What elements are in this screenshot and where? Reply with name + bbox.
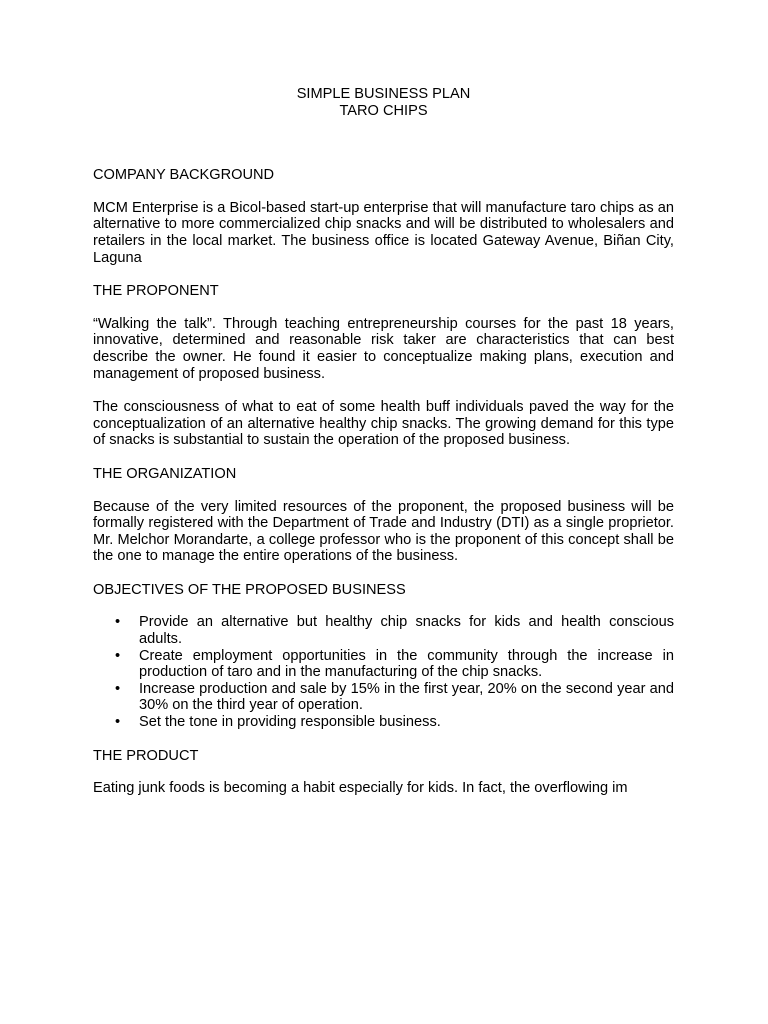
- title-line-2: TARO CHIPS: [339, 102, 428, 119]
- list-item: [115, 680, 674, 714]
- list-item-text: Increase production and sale by 15% in the first year, 20% on the second year and 30% on the third year of operation.: [139, 680, 674, 714]
- company-background-paragraph: MCM Enterprise is a Bicol-based start-up enterprise that will manufacture taro chips as an alternative to more commercialized chip snacks and will be distributed to wholesalers and retailers in the local market. The business office is located Gateway Avenue, Biñan City, Laguna: [93, 199, 674, 266]
- bullet-icon: •: [115, 647, 121, 664]
- bullet-icon: •: [115, 614, 121, 631]
- heading-the-organization: THE ORGANIZATION: [93, 465, 237, 482]
- bullet-icon: •: [115, 680, 121, 697]
- document-title: [93, 86, 674, 119]
- list-item-text: Create employment opportunities in the community through the increase in production of taro and in the manufacturing of the chip snacks.: [139, 647, 674, 681]
- list-item-text: Provide an alternative but healthy chip snacks for kids and health conscious adults.: [139, 614, 674, 648]
- heading-the-product: THE PRODUCT: [93, 747, 199, 764]
- heading-the-proponent: THE PROPONENT: [93, 283, 219, 300]
- list-item-text: Set the tone in providing responsible business.: [139, 714, 441, 731]
- title-line-1: SIMPLE BUSINESS PLAN: [296, 86, 471, 102]
- proponent-paragraph-2: The consciousness of what to eat of some health buff individuals paved the way for the conceptualization of an alternative healthy chip snacks. The growing demand for this type of snacks is substantial to sustain the operation of the proposed business.: [93, 399, 674, 449]
- bullet-icon: •: [115, 714, 121, 731]
- product-paragraph: Eating junk foods is becoming a habit especially for kids. In fact, the overflowing im: [93, 780, 628, 797]
- organization-paragraph: Because of the very limited resources of the proponent, the proposed business will be formally registered with the Department of Trade and Industry (DTI) as a single proprietor. Mr. Melchor Morandarte, a college professor who is the proponent of this concept shall be the one to manage the entire operations of the business.: [93, 498, 674, 565]
- heading-objectives: OBJECTIVES OF THE PROPOSED BUSINESS: [93, 581, 406, 598]
- list-item: [115, 614, 674, 648]
- list-item: [115, 714, 674, 731]
- heading-company-background: COMPANY BACKGROUND: [93, 167, 275, 184]
- objectives-list: [93, 614, 674, 730]
- list-item: [115, 647, 674, 681]
- proponent-paragraph-1: “Walking the talk”. Through teaching entrepreneurship courses for the past 18 years, innovative, determined and reasonable risk taker are characteristics that can best describe the owner. He found it easier to conceptualize making plans, execution and management of proposed business.: [93, 315, 674, 382]
